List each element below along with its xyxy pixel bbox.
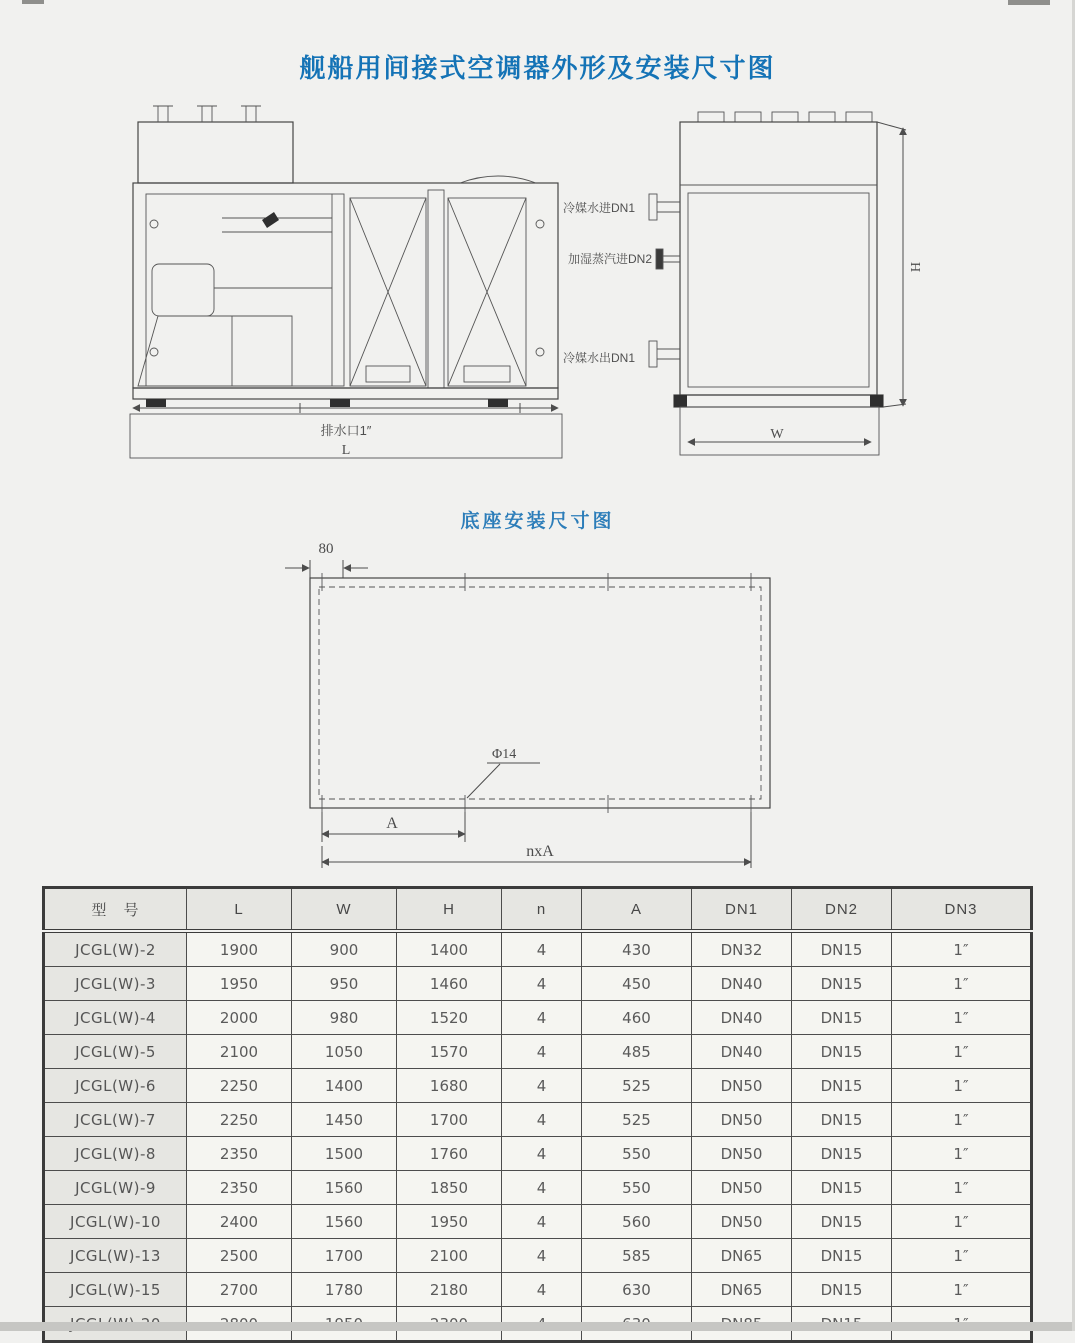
table-cell: 1″ bbox=[892, 1103, 1032, 1137]
table-cell: 1560 bbox=[292, 1171, 397, 1205]
dim-nxa-label: nxA bbox=[526, 843, 554, 860]
dim-h-label: H bbox=[907, 261, 922, 273]
table-cell: 550 bbox=[582, 1171, 692, 1205]
table-cell: 1900 bbox=[187, 931, 292, 967]
column-header: DN1 bbox=[692, 888, 792, 932]
table-cell: DN15 bbox=[792, 1273, 892, 1307]
page-title: 舰船用间接式空调器外形及安装尺寸图 bbox=[299, 53, 776, 83]
side-view bbox=[649, 112, 922, 455]
column-header: DN2 bbox=[792, 888, 892, 932]
table-cell: 1050 bbox=[292, 1035, 397, 1069]
table-cell: 1780 bbox=[292, 1273, 397, 1307]
table-row bbox=[44, 1035, 1032, 1069]
base-frame bbox=[310, 573, 770, 813]
table-cell: 2700 bbox=[187, 1273, 292, 1307]
table-cell: 900 bbox=[292, 931, 397, 967]
scan-artifact bbox=[1008, 0, 1050, 5]
outline-drawing bbox=[0, 92, 1075, 472]
model-cell: JCGL(W)-2 bbox=[44, 931, 187, 967]
table-cell: DN15 bbox=[792, 1205, 892, 1239]
column-header: A bbox=[582, 888, 692, 932]
table-cell: 1″ bbox=[892, 1171, 1032, 1205]
table-cell: 1400 bbox=[397, 931, 502, 967]
table-cell: 4 bbox=[502, 1171, 582, 1205]
table-cell: 1760 bbox=[397, 1137, 502, 1171]
table-cell: 1570 bbox=[397, 1035, 502, 1069]
dim-l-label: L bbox=[341, 443, 351, 458]
table-row bbox=[44, 1137, 1032, 1171]
column-header: L bbox=[187, 888, 292, 932]
table-cell: DN15 bbox=[792, 1171, 892, 1205]
table-row bbox=[44, 1069, 1032, 1103]
steam-in-label: 加湿蒸汽进DN2 bbox=[568, 252, 653, 266]
table-cell: 2250 bbox=[187, 1103, 292, 1137]
table-cell: DN40 bbox=[692, 967, 792, 1001]
dim-80-label: 80 bbox=[318, 541, 334, 557]
table-cell: 460 bbox=[582, 1001, 692, 1035]
table-cell: DN15 bbox=[792, 1069, 892, 1103]
table-cell: DN15 bbox=[792, 1239, 892, 1273]
table-cell: 1″ bbox=[892, 1137, 1032, 1171]
column-header: W bbox=[292, 888, 397, 932]
table-cell: 2000 bbox=[187, 1001, 292, 1035]
model-cell: JCGL(W)-3 bbox=[44, 967, 187, 1001]
table-row bbox=[44, 1001, 1032, 1035]
table-row bbox=[44, 1171, 1032, 1205]
table-cell: 980 bbox=[292, 1001, 397, 1035]
table-cell: 950 bbox=[292, 967, 397, 1001]
port-labels bbox=[563, 200, 652, 365]
table-cell: 2250 bbox=[187, 1069, 292, 1103]
table-cell: 1″ bbox=[892, 931, 1032, 967]
table-cell: 2180 bbox=[397, 1273, 502, 1307]
table-cell: 1460 bbox=[397, 967, 502, 1001]
model-cell: JCGL(W)-7 bbox=[44, 1103, 187, 1137]
table-cell: 2350 bbox=[187, 1171, 292, 1205]
table-cell: 1″ bbox=[892, 967, 1032, 1001]
water-out-label: 冷媒水出DN1 bbox=[563, 351, 636, 365]
table-cell: 1″ bbox=[892, 1239, 1032, 1273]
table-cell: 1″ bbox=[892, 1035, 1032, 1069]
table-cell: 1500 bbox=[292, 1137, 397, 1171]
table-cell: DN15 bbox=[792, 1001, 892, 1035]
table-cell: DN65 bbox=[692, 1239, 792, 1273]
table-cell: 1700 bbox=[397, 1103, 502, 1137]
dim-w-label: W bbox=[770, 427, 784, 442]
model-cell: JCGL(W)-10 bbox=[44, 1205, 187, 1239]
model-cell: JCGL(W)-4 bbox=[44, 1001, 187, 1035]
dim-a-label: A bbox=[386, 815, 398, 832]
table-cell: 4 bbox=[502, 1035, 582, 1069]
table-cell: 1850 bbox=[397, 1171, 502, 1205]
column-header: DN3 bbox=[892, 888, 1032, 932]
table-cell: 1″ bbox=[892, 1001, 1032, 1035]
column-header: 型 号 bbox=[44, 888, 187, 932]
table-cell: 2400 bbox=[187, 1205, 292, 1239]
table-row bbox=[44, 1205, 1032, 1239]
water-in-label: 冷媒水进DN1 bbox=[563, 201, 636, 215]
table-cell: 1400 bbox=[292, 1069, 397, 1103]
table-cell: DN15 bbox=[792, 1035, 892, 1069]
table-cell: 4 bbox=[502, 1205, 582, 1239]
table-row bbox=[44, 967, 1032, 1001]
table-cell: DN65 bbox=[692, 1273, 792, 1307]
model-cell: JCGL(W)-8 bbox=[44, 1137, 187, 1171]
model-cell: JCGL(W)-5 bbox=[44, 1035, 187, 1069]
table-cell: DN50 bbox=[692, 1205, 792, 1239]
table-cell: 1″ bbox=[892, 1273, 1032, 1307]
header-row bbox=[44, 888, 1032, 932]
table-cell: DN50 bbox=[692, 1171, 792, 1205]
table-cell: DN15 bbox=[792, 967, 892, 1001]
table-cell: 2350 bbox=[187, 1137, 292, 1171]
table-row bbox=[44, 931, 1032, 967]
table-cell: 1520 bbox=[397, 1001, 502, 1035]
table-cell: DN50 bbox=[692, 1069, 792, 1103]
table-cell: 525 bbox=[582, 1069, 692, 1103]
table-cell: 430 bbox=[582, 931, 692, 967]
table-cell: 2100 bbox=[187, 1035, 292, 1069]
model-cell: JCGL(W)-13 bbox=[44, 1239, 187, 1273]
table-cell: 1950 bbox=[187, 967, 292, 1001]
table-cell: 1950 bbox=[397, 1205, 502, 1239]
table-cell: 4 bbox=[502, 931, 582, 967]
table-cell: 560 bbox=[582, 1205, 692, 1239]
table-cell: 1″ bbox=[892, 1069, 1032, 1103]
table-cell: 2500 bbox=[187, 1239, 292, 1273]
column-header: n bbox=[502, 888, 582, 932]
table-cell: 1″ bbox=[892, 1205, 1032, 1239]
table-cell: 4 bbox=[502, 1001, 582, 1035]
table-cell: DN50 bbox=[692, 1103, 792, 1137]
table-cell: 4 bbox=[502, 1239, 582, 1273]
table-cell: DN15 bbox=[792, 931, 892, 967]
table-cell: 4 bbox=[502, 1273, 582, 1307]
scan-edge-bottom bbox=[0, 1322, 1075, 1331]
table-cell: 630 bbox=[582, 1273, 692, 1307]
table-cell: 2100 bbox=[397, 1239, 502, 1273]
table-cell: 1450 bbox=[292, 1103, 397, 1137]
model-cell: JCGL(W)-15 bbox=[44, 1273, 187, 1307]
table-row bbox=[44, 1103, 1032, 1137]
table-cell: DN15 bbox=[792, 1103, 892, 1137]
table-cell: 4 bbox=[502, 1069, 582, 1103]
column-header: H bbox=[397, 888, 502, 932]
table-row bbox=[44, 1239, 1032, 1273]
model-cell: JCGL(W)-6 bbox=[44, 1069, 187, 1103]
table-cell: DN50 bbox=[692, 1137, 792, 1171]
table-row bbox=[44, 1273, 1032, 1307]
table-cell: 485 bbox=[582, 1035, 692, 1069]
table-cell: 1560 bbox=[292, 1205, 397, 1239]
table-cell: 450 bbox=[582, 967, 692, 1001]
base-drawing-title: 底座安装尺寸图 bbox=[460, 511, 615, 532]
table-cell: DN40 bbox=[692, 1035, 792, 1069]
table-cell: 1680 bbox=[397, 1069, 502, 1103]
model-cell: JCGL(W)-9 bbox=[44, 1171, 187, 1205]
table-cell: 585 bbox=[582, 1239, 692, 1273]
spec-table bbox=[42, 886, 1033, 1343]
table-cell: DN32 bbox=[692, 931, 792, 967]
hole-diameter-label: Φ14 bbox=[492, 747, 517, 762]
scan-artifact bbox=[22, 0, 44, 4]
table-cell: 550 bbox=[582, 1137, 692, 1171]
base-drawing bbox=[0, 500, 1075, 880]
drain-label: 排水口1″ bbox=[320, 423, 372, 438]
table-cell: DN15 bbox=[792, 1137, 892, 1171]
table-cell: DN40 bbox=[692, 1001, 792, 1035]
front-view bbox=[130, 106, 562, 458]
table-cell: 4 bbox=[502, 967, 582, 1001]
table-cell: 4 bbox=[502, 1103, 582, 1137]
table-cell: 4 bbox=[502, 1137, 582, 1171]
table-cell: 525 bbox=[582, 1103, 692, 1137]
table-cell: 1700 bbox=[292, 1239, 397, 1273]
